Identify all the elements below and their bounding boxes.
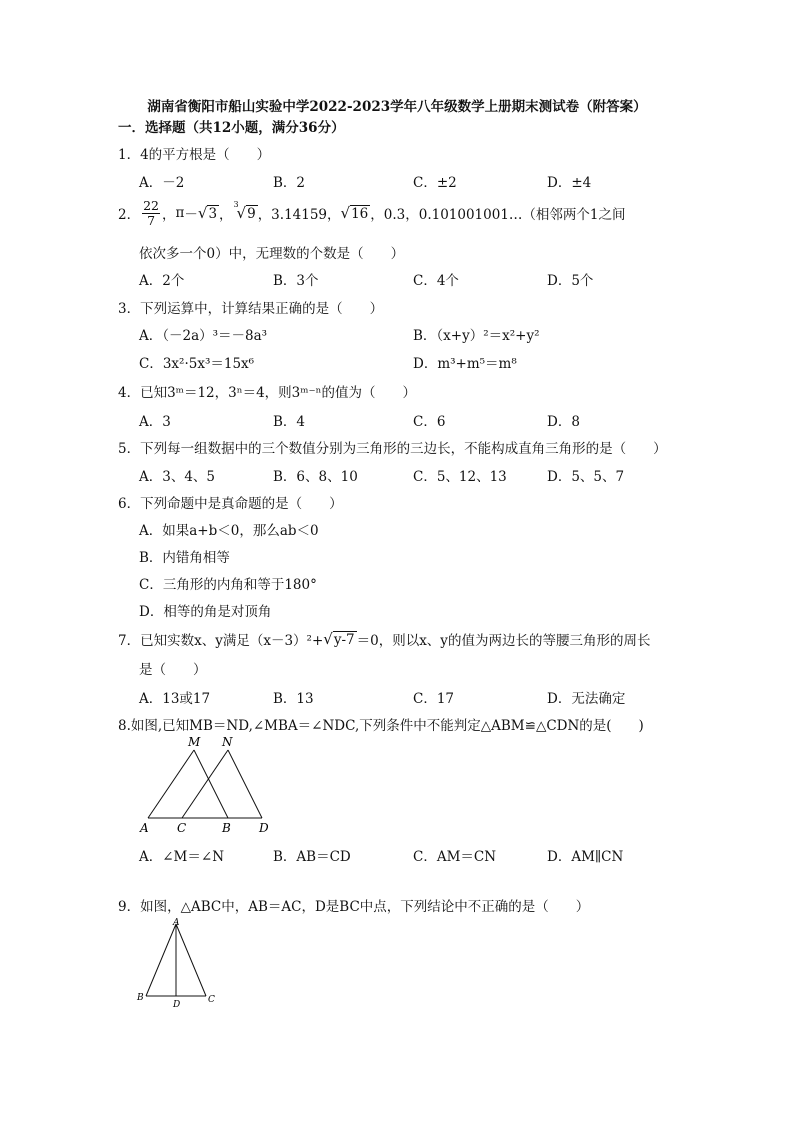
q8-label-b: B <box>222 821 231 835</box>
q4-stem: 4．已知3ᵐ＝12，3ⁿ＝4，则3ᵐ⁻ⁿ的值为（ ） <box>118 385 416 401</box>
q8-option-b: B．AB＝CD <box>273 849 351 865</box>
q2-stem-line2: 依次多一个0）中，无理数的个数是（ ） <box>139 246 405 262</box>
q3-option-d: D．m³+m⁵＝m⁸ <box>413 356 517 372</box>
q3-option-b: B．（x+y）²＝x²+y² <box>413 328 540 344</box>
q6-option-b: B．内错角相等 <box>139 550 230 566</box>
q5-option-b: B．6、8、10 <box>273 469 358 485</box>
q8-option-c: C．AM＝CN <box>413 849 497 865</box>
q8-option-a: A．∠M＝∠N <box>139 849 225 865</box>
q8-line-cn <box>182 750 228 818</box>
q2-tail: ，0.3，0.101001001…（相邻两个1之间 <box>370 207 626 223</box>
q8-label-n: N <box>222 735 233 749</box>
q6-option-d: D．相等的角是对顶角 <box>139 604 272 620</box>
q4-option-d: D．8 <box>547 414 580 430</box>
q2-after-cbrt: ，3.14159， <box>257 207 341 223</box>
q8-line-nd <box>228 750 262 818</box>
q4-option-b: B．4 <box>273 414 306 430</box>
q7-sqrt: √y-7 <box>323 630 355 648</box>
q8-stem: 8.如图,已知MB＝ND,∠MBA＝∠NDC,下列条件中不能判定△ABM≌△CDN的是( ) <box>118 718 644 734</box>
q7-option-a: A．13或17 <box>139 691 211 707</box>
q4-option-c: C．6 <box>413 414 446 430</box>
q9-label-a: A <box>173 918 180 928</box>
q3-stem: 3．下列运算中，计算结果正确的是（ ） <box>118 301 384 317</box>
q8-label-d: D <box>259 821 269 835</box>
q7-stem-line2: 是（ ） <box>139 662 207 678</box>
q1-option-c: C．±2 <box>413 175 457 191</box>
q6-stem: 6．下列命题中是真命题的是（ ） <box>118 496 343 512</box>
q3-option-a: A．（－2a）³＝－8a³ <box>139 328 268 344</box>
q9-line-ab <box>146 924 176 996</box>
q1-option-d: D．±4 <box>547 175 592 191</box>
q2-cbrt9: 3 √9 <box>233 200 256 222</box>
q7-option-b: B．13 <box>273 691 314 707</box>
section-heading: 一．选择题（共12小题，满分36分） <box>118 120 345 136</box>
q1-option-a: A．－2 <box>139 175 185 191</box>
q2-sqrt16: √16 <box>340 204 369 222</box>
q6-option-a: A．如果a+b＜0，那么ab＜0 <box>139 523 319 539</box>
q8-label-a: A <box>140 821 149 835</box>
q2-sqrt3: √3 <box>197 204 218 222</box>
q3-option-c: C．3x²·5x³＝15x⁶ <box>139 356 255 372</box>
q9-figure <box>132 916 222 1012</box>
q1-stem: 1．4的平方根是（ ） <box>118 147 271 163</box>
q9-stem: 9．如图，△ABC中，AB＝AC，D是BC中点，下列结论中不正确的是（ ） <box>118 899 590 915</box>
q9-line-ac <box>176 924 206 996</box>
q2-frac-den: 7 <box>147 212 156 228</box>
q5-option-c: C．5、12、13 <box>413 469 507 485</box>
q2-sep-1: ， <box>162 207 176 223</box>
q2-stem <box>118 197 626 229</box>
q1-option-b: B．2 <box>273 175 306 191</box>
q9-label-c: C <box>208 995 215 1005</box>
q8-label-c: C <box>177 821 187 835</box>
q8-label-m: M <box>188 735 201 749</box>
q7-option-d: D．无法确定 <box>547 691 626 707</box>
q2-pi: π <box>175 205 185 221</box>
q5-option-d: D．5、5、7 <box>547 469 625 485</box>
q2-sep-2: ， <box>219 207 233 223</box>
q5-stem: 5．下列每一组数据中的三个数值分别为三角形的三边长，不能构成直角三角形的是（ ） <box>118 441 667 457</box>
q2-minus: － <box>184 207 198 223</box>
q2-frac-num: 22 <box>143 198 159 214</box>
q8-option-d: D．AM∥CN <box>547 849 624 865</box>
q2-number: 2． <box>118 207 141 223</box>
q7-option-c: C．17 <box>413 691 455 707</box>
q7-stem-pre: 7．已知实数x、y满足（x－3）²+ <box>118 633 324 649</box>
q2-option-d: D．5个 <box>547 273 594 289</box>
page-title: 湖南省衡阳市船山实验中学2022-2023学年八年级数学上册期末测试卷（附答案） <box>147 99 647 115</box>
q9-label-b: B <box>137 993 144 1003</box>
q7-stem-post: ＝0，则以x、y的值为两边长的等腰三角形的周长 <box>356 633 651 649</box>
q9-label-d: D <box>173 1000 181 1010</box>
q7-stem <box>118 627 650 651</box>
q5-option-a: A．3、4、5 <box>139 469 216 485</box>
q2-fraction <box>142 199 160 226</box>
q2-option-a: A．2个 <box>139 273 185 289</box>
q2-option-c: C．4个 <box>413 273 459 289</box>
q4-option-a: A．3 <box>139 414 171 430</box>
q8-line-am <box>148 750 194 818</box>
q6-option-c: C．三角形的内角和等于180° <box>139 577 317 593</box>
q2-option-b: B．3个 <box>273 273 319 289</box>
q8-line-mb <box>194 750 228 818</box>
q8-figure <box>130 734 280 840</box>
